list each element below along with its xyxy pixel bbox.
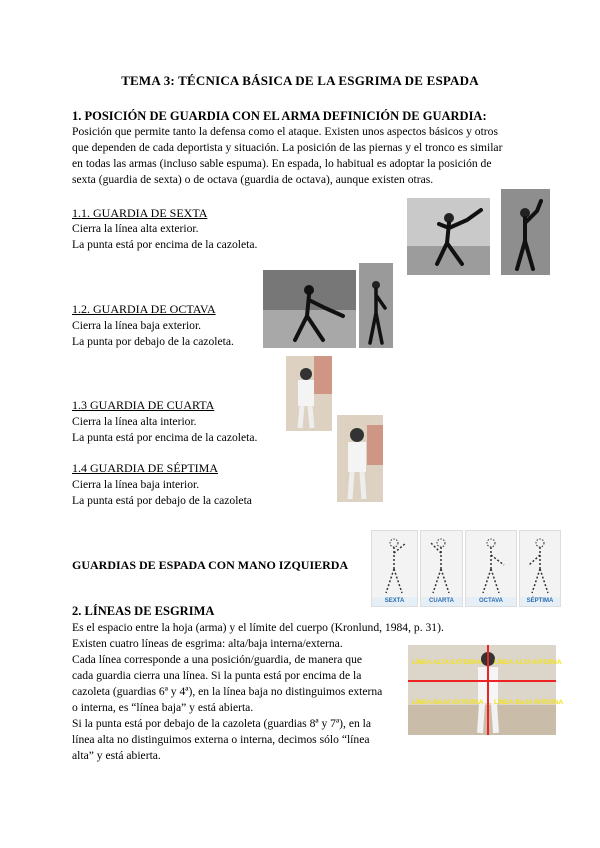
section2-line: Cada línea corresponde a una posición/guardia, de manera que xyxy=(72,653,363,666)
line-label-alta-interna: LÍNEA ALTA INTERNA xyxy=(494,659,562,666)
section2-line: línea alta no distinguimos externa o interna, decimos sólo “línea xyxy=(72,733,370,746)
septima-photo xyxy=(337,415,383,502)
section1-line: en todas las armas (incluso sable espuma). En espada, lo habitual es adoptar la posición de xyxy=(72,157,492,170)
section1-line: sexta (guardia de sexta) o de octava (guardia de octava), aunque existen otras. xyxy=(72,173,434,186)
left-hand-card-cuarta xyxy=(420,530,463,607)
cuarta-photo xyxy=(286,356,332,431)
guard-cuarta-title: 1.3 GUARDIA DE CUARTA xyxy=(72,398,215,412)
guard-septima-line1: Cierra la línea baja interior. xyxy=(72,478,200,491)
card-label: SEXTA xyxy=(372,597,417,606)
section2-line: Si la punta está por debajo de la cazoleta (guardias 8ª y 7ª), en la xyxy=(72,717,372,730)
octava-photo-side xyxy=(263,270,356,348)
guard-septima-title: 1.4 GUARDIA DE SÉPTIMA xyxy=(72,461,219,475)
section1-heading: 1. POSICIÓN DE GUARDIA CON EL ARMA DEFINICIÓN DE GUARDIA: xyxy=(72,109,487,123)
guard-sexta-title: 1.1. GUARDIA DE SEXTA xyxy=(72,206,208,220)
line-label-baja-interna: LÍNEA BAJA INTERNA xyxy=(494,699,564,706)
guard-sexta-line2: La punta está por encima de la cazoleta. xyxy=(72,238,258,251)
line-label-alta-externa: LÍNEA ALTA EXTERNA xyxy=(412,659,482,666)
guard-cuarta-line2: La punta está por encima de la cazoleta. xyxy=(72,431,258,444)
section2-line: cazoleta (guardias 6ª y 4ª), en la línea baja no distinguimos externa xyxy=(72,685,383,698)
section1-line: Posición que permite tanto la defensa como el ataque. Existen unos aspectos básicos y otros xyxy=(72,125,498,138)
card-label: OCTAVA xyxy=(466,597,516,606)
line-label-baja-externa: LÍNEA BAJA EXTERNA xyxy=(412,699,484,706)
section2-line: o interna, es “línea baja” y está abierta. xyxy=(72,701,254,714)
section2-line: cada guardia cierra una línea. Si la punta está por encima de la xyxy=(72,669,362,682)
section2-line: Es el espacio entre la hoja (arma) y el límite del cuerpo (Kronlund, 1984, p. 31). xyxy=(72,621,444,634)
section2-paragraph xyxy=(72,620,444,764)
fencing-lines-image xyxy=(408,645,564,735)
guard-octava-line1: Cierra la línea baja exterior. xyxy=(72,319,202,332)
section2-line: alta” y está abierta. xyxy=(72,749,161,762)
guard-cuarta-line1: Cierra la línea alta interior. xyxy=(72,415,197,428)
page-title: TEMA 3: TÉCNICA BÁSICA DE LA ESGRIMA DE ESPADA xyxy=(121,73,479,88)
guard-sexta-line1: Cierra la línea alta exterior. xyxy=(72,222,199,235)
sexta-photo-side xyxy=(407,198,490,275)
left-hand-card-octava xyxy=(465,530,517,607)
left-hand-card-sexta xyxy=(371,530,418,607)
section1-line: que dependen de cada deportista y situación. La posición de las piernas y el tronco es similar xyxy=(72,141,503,154)
card-label: CUARTA xyxy=(421,597,462,606)
guard-septima-line2: La punta está por debajo de la cazoleta xyxy=(72,494,252,507)
guard-octava-line2: La punta por debajo de la cazoleta. xyxy=(72,335,234,348)
left-hand-card-septima xyxy=(519,530,561,607)
guard-octava-title: 1.2. GUARDIA DE OCTAVA xyxy=(72,302,216,316)
octava-photo-front xyxy=(359,263,393,348)
section1-paragraph xyxy=(72,124,542,188)
left-hand-heading: GUARDIAS DE ESPADA CON MANO IZQUIERDA xyxy=(72,558,349,572)
section2-line: Existen cuatro líneas de esgrima: alta/baja interna/externa. xyxy=(72,637,343,650)
sexta-photo-front xyxy=(501,189,550,275)
section2-heading: 2. LÍNEAS DE ESGRIMA xyxy=(72,604,215,618)
card-label: SÉPTIMA xyxy=(520,597,560,606)
